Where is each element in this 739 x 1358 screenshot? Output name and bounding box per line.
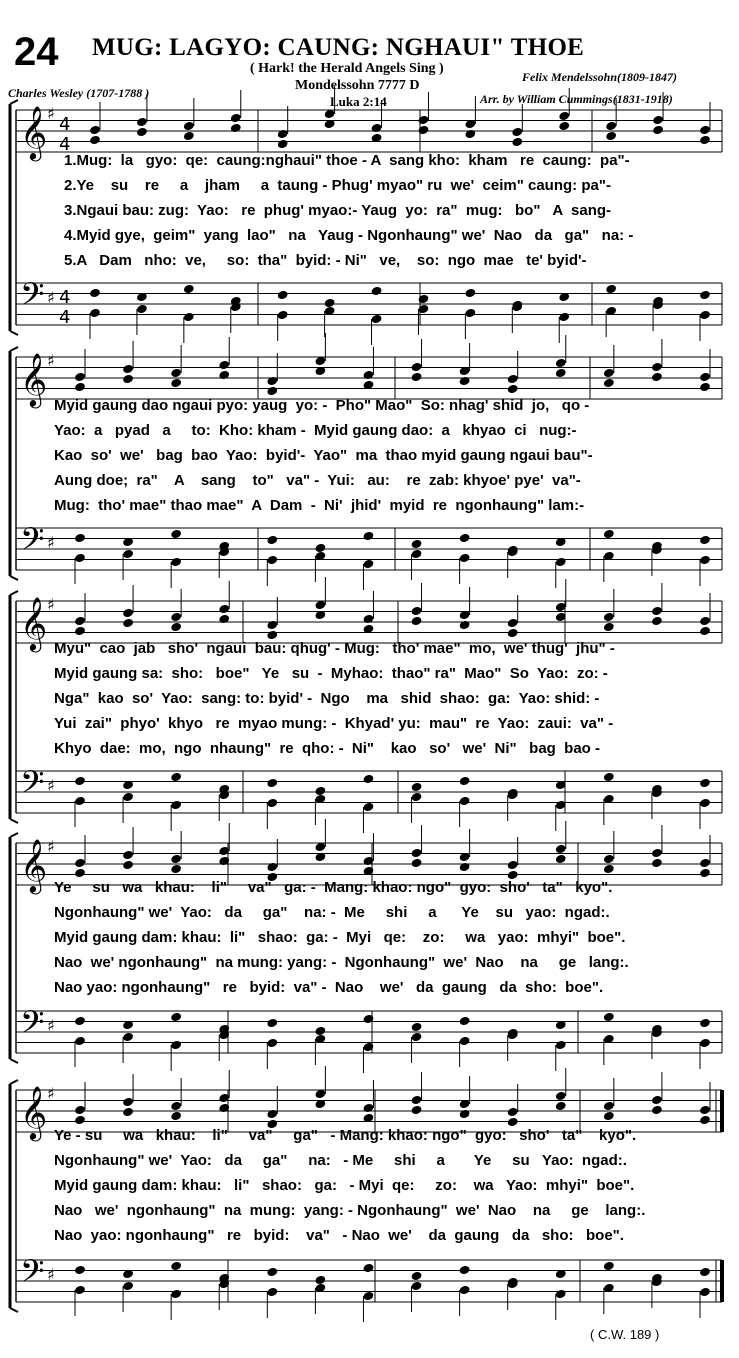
- key-sharp-icon: ♯: [47, 1084, 55, 1103]
- lyric-line: Nao we' ngonhaung" na mung: yang: - Ngonhaung" we' Nao na ge lang:.: [54, 954, 629, 971]
- lyric-line: Aung doe; ra" A sang to" va" - Yui: au: re zab: khyoe' pye' va"-: [54, 472, 581, 489]
- treble-clef-icon: 𝄞: [20, 596, 48, 650]
- arranger-credit: Arr. by William Cummings(1831-1918): [480, 92, 673, 106]
- lyric-line: Myid gaung sa: sho: boe" Ye su - Myhao: thao" ra" Mao" So Yao: zo: -: [54, 665, 608, 682]
- lyric-line: Ye - su wa khau: li" va" ga" - Mang: khao: ngo" gyo: sho' ta" kyo".: [54, 1127, 637, 1144]
- note-head: [651, 1095, 663, 1106]
- time-signature: 4: [59, 114, 71, 135]
- note-head: [74, 1105, 86, 1116]
- note-head: [122, 1097, 134, 1108]
- author-credit: Charles Wesley (1707-1788 ): [8, 86, 150, 100]
- treble-clef-icon: 𝄞: [20, 838, 48, 892]
- lyric-line: Nao yao: ngonhaung" re byid: va" - Nao we' da gaung da sho: boe".: [54, 979, 604, 996]
- footer-reference: ( C.W. 189 ): [590, 1327, 660, 1342]
- note-head: [122, 1107, 134, 1118]
- key-sharp-icon: ♯: [47, 1016, 55, 1035]
- note-head: [459, 1265, 471, 1276]
- note-head: [603, 1111, 615, 1122]
- hymn-title: MUG: LAGYO: CAUNG: NGHAUI" THOE: [92, 34, 585, 61]
- note-head: [74, 1285, 86, 1296]
- note-head: [314, 1275, 326, 1286]
- note-head: [170, 1111, 182, 1122]
- lyric-line: 3.Ngaui bau: zug: Yao: re phug' myao:- Yaug yo: ra" mug: bo" A sang-: [64, 202, 612, 219]
- bass-clef-icon: 𝄢: [20, 1004, 45, 1048]
- note-head: [362, 1263, 374, 1274]
- time-signature: 4: [59, 287, 71, 308]
- composer-credit: Felix Mendelssohn(1809-1847): [522, 70, 678, 84]
- lyric-line: 2.Ye su re a jham a taung - Phug' myao" ru we' ceim" caung: pa"-: [64, 177, 611, 194]
- key-sharp-icon: ♯: [47, 104, 55, 123]
- note-head: [170, 1261, 182, 1272]
- note-head: [603, 1261, 615, 1272]
- lyric-line: Myid gaung dao ngaui pyo: yaug yo: - Pho" Mao" So: nhag' shid jo, qo -: [54, 397, 590, 414]
- lyric-line: Nao yao: ngonhaung" re byid: va" - Nao we' da gaung da sho: boe".: [54, 1227, 624, 1244]
- note-head: [266, 1267, 278, 1278]
- note-head: [74, 1265, 86, 1276]
- time-signature: 4: [59, 134, 71, 155]
- lyric-line: Kao so' we' bag bao Yao: byid'- Yao" ma thao myid gaung ngaui bau"-: [54, 447, 593, 464]
- hymn-subtitle: ( Hark! the Herald Angels Sing ): [250, 61, 444, 76]
- key-sharp-icon: ♯: [47, 595, 55, 614]
- key-sharp-icon: ♯: [47, 837, 55, 856]
- hymn-number: 24: [14, 30, 59, 74]
- scripture-reference: Luka 2:14: [330, 94, 387, 109]
- time-signature: 4: [59, 307, 71, 328]
- treble-clef-icon: 𝄞: [20, 105, 48, 159]
- lyric-line: Khyo dae: mo, ngo nhaung" re qho: - Ni" kao so' we' Ni" bag bao -: [54, 740, 600, 757]
- tune-meter: Mondelssohn 7777 D: [295, 78, 420, 93]
- treble-clef-icon: 𝄞: [20, 352, 48, 406]
- lyric-line: Myu" cao jab sho' ngaui bau: qhug' - Mug: tho' mae" mo, we' thug' jhu" -: [54, 640, 615, 657]
- note-head: [507, 1117, 519, 1128]
- note-head: [74, 1115, 86, 1126]
- note-head: [122, 1281, 134, 1292]
- note-head: [459, 1109, 471, 1120]
- lyric-line: Yao: a pyad a to: Kho: kham - Myid gaung dao: a khyao ci nug:-: [54, 422, 577, 439]
- note-head: [699, 1115, 711, 1126]
- note-head: [651, 1105, 663, 1116]
- note-head: [411, 1105, 423, 1116]
- note-head: [362, 1103, 374, 1114]
- key-sharp-icon: ♯: [47, 288, 55, 307]
- treble-clef-icon: 𝄞: [20, 1085, 48, 1139]
- bass-clef-icon: 𝄢: [20, 764, 45, 808]
- bass-clef-icon: 𝄢: [20, 1253, 45, 1297]
- note-head: [459, 1285, 471, 1296]
- lyric-line: 4.Myid gye, geim" yang lao" na Yaug - Ngonhaung" we' Nao da ga" na: -: [64, 227, 634, 244]
- note-head: [170, 1289, 182, 1300]
- lyric-line: 5.A Dam nho: ve, so: tha" byid: - Ni" ve, so: ngo mae te' byid'-: [64, 252, 587, 269]
- note-head: [266, 1109, 278, 1120]
- key-sharp-icon: ♯: [47, 1265, 55, 1284]
- note-head: [507, 1107, 519, 1118]
- note-head: [170, 1101, 182, 1112]
- lyric-line: Nga" kao so' Yao: sang: to: byid' - Ngo ma shid shao: ga: Yao: shid: -: [54, 690, 600, 707]
- note-head: [555, 1101, 567, 1112]
- note-head: [266, 1287, 278, 1298]
- lyric-line: Ye su wa khau: li" va" ga: - Mang: khao: ngo" gyo: sho' ta" kyo".: [54, 879, 613, 896]
- note-head: [362, 1291, 374, 1302]
- note-head: [411, 1281, 423, 1292]
- key-sharp-icon: ♯: [47, 533, 55, 552]
- lyric-line: 1.Mug: la gyo: qe: caung:nghaui" thoe - A sang kho: kham re caung: pa"-: [64, 152, 630, 169]
- note-head: [699, 1105, 711, 1116]
- note-head: [411, 1271, 423, 1282]
- lyric-line: Nao we' ngonhaung" na mung: yang: - Ngonhaung" we' Nao na ge lang:.: [54, 1202, 646, 1219]
- note-head: [699, 1287, 711, 1298]
- note-head: [603, 1101, 615, 1112]
- note-head: [555, 1289, 567, 1300]
- bass-clef-icon: 𝄢: [20, 276, 45, 320]
- key-sharp-icon: ♯: [47, 776, 55, 795]
- key-sharp-icon: ♯: [47, 351, 55, 370]
- bass-clef-icon: 𝄢: [20, 521, 45, 565]
- note-head: [699, 1267, 711, 1278]
- lyric-line: Myid gaung dam: khau: li" shao: ga: - Myi qe: zo: wa yao: mhyi" boe".: [54, 929, 626, 946]
- lyric-line: Yui zai" phyo' khyo re myao mung: - Khyad' yu: mau" re Yao: zaui: va" -: [54, 715, 614, 732]
- lyric-line: Ngonhaung" we' Yao: da ga" na: - Me shi a Ye su yao: ngad:.: [54, 904, 610, 921]
- lyric-line: Ngonhaung" we' Yao: da ga" na: - Me shi a Ye su Yao: ngad:.: [54, 1152, 627, 1169]
- note-head: [555, 1091, 567, 1102]
- lyric-line: Mug: tho' mae" thao mae" A Dam - Ni' jhid' myid re ngonhaung" lam:-: [54, 497, 585, 514]
- note-head: [411, 1095, 423, 1106]
- lyric-line: Myid gaung dam: khau: li" shao: ga: - Myi qe: zo: wa Yao: mhyi" boe".: [54, 1177, 635, 1194]
